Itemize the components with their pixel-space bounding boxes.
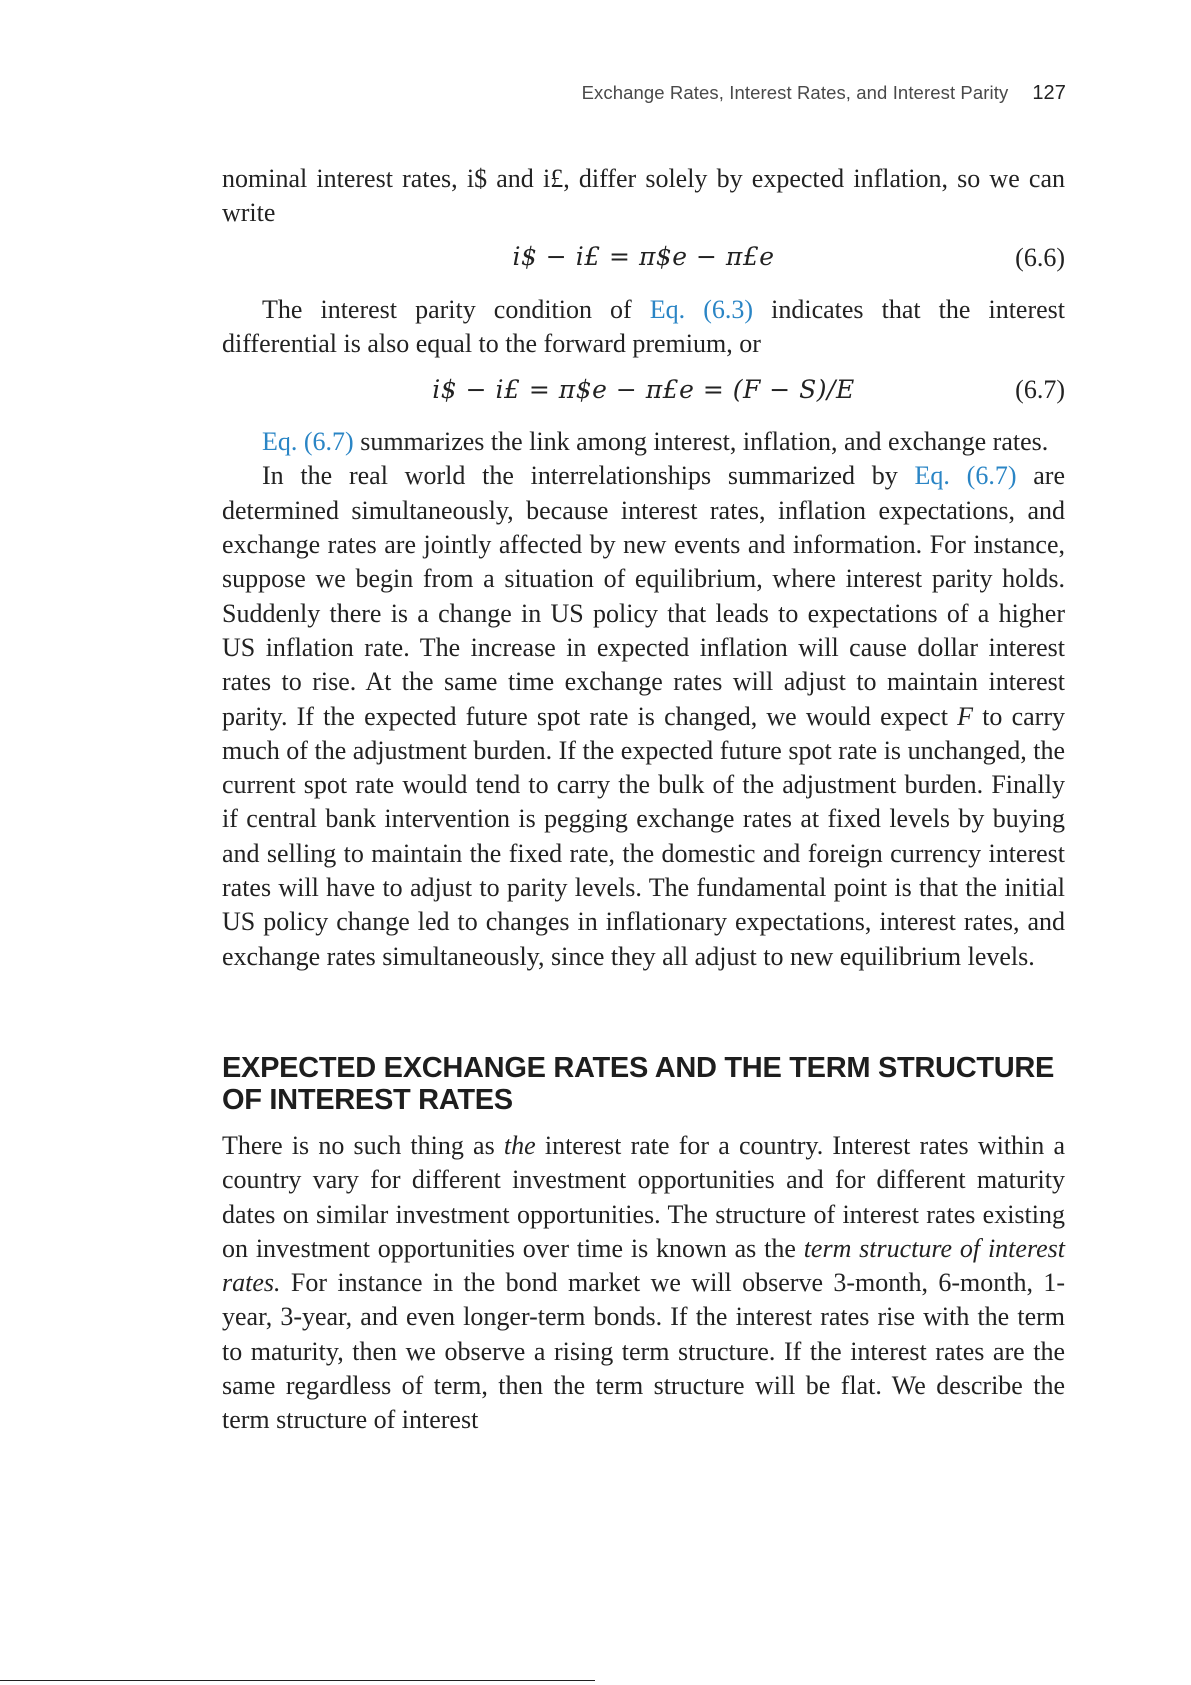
page-number: 127 <box>1032 82 1066 104</box>
equation-6-7 <box>222 365 1065 415</box>
footer-rule <box>0 1680 595 1681</box>
eq-6-3-link[interactable]: Eq. (6.3) <box>649 294 754 324</box>
equation-6-7-formula: i$ − i£ = π$e − π£e = (F − S)/E <box>432 375 855 405</box>
eq-6-7-link[interactable]: Eq. (6.7) <box>262 427 354 457</box>
page-body <box>222 162 1065 1438</box>
summary-paragraph: Eq. (6.7) summarizes the link among interest, inflation, and exchange rates. <box>262 427 1049 457</box>
running-header <box>582 82 1066 105</box>
term-structure-paragraph: There is no such thing as the interest rate for a country. Interest rates within a country vary for different investment opportunities and for different maturity dates on similar investment opportunities. The structure of interest rates existing on investment opportunities over time is known as the term structure of interest rates. For instance in the bond market we will observe 3-month, 6-month, 1-year, 3-year, and even longer-term bonds. If the interest rates rise with the term to maturity, then we observe a rising term structure. If the interest rates are the same regardless of term, then the term structure will be flat. We describe the term structure of interest <box>222 1130 1065 1435</box>
section-heading: EXPECTED EXCHANGE RATES AND THE TERM STRUCTURE OF INTEREST RATES <box>222 1051 1055 1116</box>
equation-6-6 <box>222 233 1065 283</box>
eq-6-7-link-2[interactable]: Eq. (6.7) <box>914 461 1017 491</box>
running-title: Exchange Rates, Interest Rates, and Interest Parity <box>581 82 1009 103</box>
real-world-paragraph: In the real world the interrelationships summarized by Eq. (6.7) are determined simultaneously, because interest rates, inflation expectations, and exchange rates are jointly affected by new events and information. For instance, suppose we begin from a situation of equilibrium, where interest parity holds. Suddenly there is a change in US policy that leads to expectations of a higher US inflation rate. The increase in expected inflation will cause dollar interest rates to rise. At the same time exchange rates will adjust to maintain interest parity. If the expected future spot rate is changed, we would expect F to carry much of the adjustment burden. If the expected future spot rate is unchanged, the current spot rate would tend to carry the bulk of the adjustment burden. Finally if central bank intervention is pegging exchange rates at fixed levels by buying and selling to maintain the fixed rate, the domestic and foreign currency interest rates will have to adjust to parity levels. The fundamental point is that the initial US policy change led to changes in inflationary expectations, interest rates, and exchange rates simultaneously, since they all adjust to new equilibrium levels. <box>222 461 1065 971</box>
equation-6-6-formula: i$ − i£ = π$e − π£e <box>512 242 775 272</box>
parity-paragraph: The interest parity condition of Eq. (6.3) indicates that the interest differential is also equal to the forward premium, or <box>222 294 1066 358</box>
intro-paragraph: nominal interest rates, i$ and i£, differ solely by expected inflation, so we can write <box>222 164 1065 228</box>
equation-6-6-number: (6.6) <box>1015 242 1065 272</box>
equation-6-7-number: (6.7) <box>1015 375 1065 405</box>
variable-f: F <box>957 701 974 731</box>
